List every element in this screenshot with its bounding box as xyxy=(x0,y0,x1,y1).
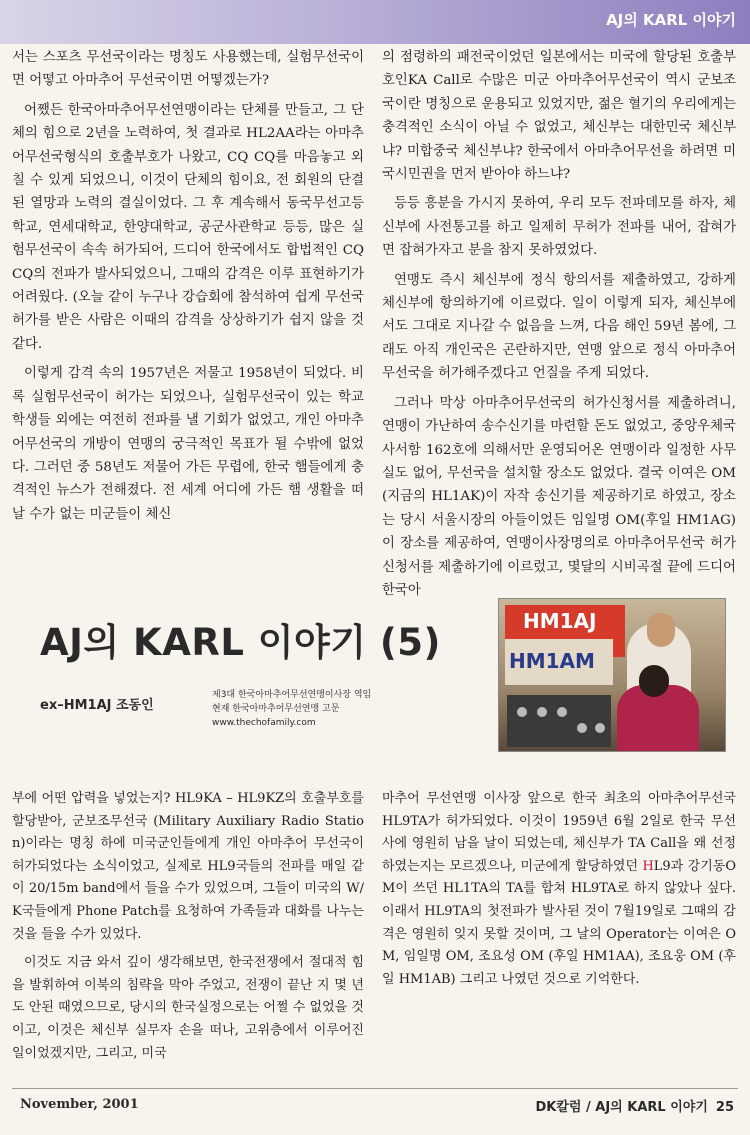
author-info-line: 현재 한국아마추어무선연맹 고문 xyxy=(212,704,340,714)
qsl-card-bottom: HM1AM xyxy=(505,639,613,685)
paragraph: 연맹도 즉시 체신부에 정식 항의서를 제출하였고, 강하게 체신부에 항의하기에 이르렀다. 일이 이렇게 되자, 체신부에서도 그대로 지나갈 수 없음을 느껴, 다음 해인 59년 봄에, 그래도 아직 개인국은 곤란하지만, 연맹 앞으로 정식 아마추어무선국을 허가해주겠다고 언질을 주게 되었다. xyxy=(382,272,736,382)
radio-equipment xyxy=(507,695,611,747)
bottom-left-column xyxy=(12,788,364,1066)
red-letter: H xyxy=(642,858,654,874)
header-section-title: AJ의 KARL 이야기 xyxy=(606,11,736,29)
paragraph: 어쨌든 한국아마추어무선연맹이라는 단체를 만들고, 그 단체의 힘으로 2년을 노력하여, 첫 결과로 HL2AA라는 아마추어무선국형식의 호출부호가 나왔고, CQ CQ를 마음놓고 외칠 수 있게 되었으니, 이것이 단체의 힘이요, 전 회원의 단결된 열망과 노력의 결실이었다. 그 후 계속해서 동국무선고등학교, 연세대학교, 한양대학교, 공군사관학교 등등, 많은 실험무선국이 속속 허가되어, 드디어 한국에서도 합법적인 CQ CQ의 전파가 발사되었으니, 그때의 감격은 이루 표현하기가 어려웠다. (오늘 같이 누구나 강습회에 참석하여 쉽게 무선국 허가를 받은 사람은 이때의 감격을 상상하기가 쉽지 않을 것 같다. xyxy=(12,102,364,352)
author-info-line: 제3대 한국아마추어무선연맹이사장 역임 xyxy=(212,690,372,700)
header-band xyxy=(0,0,750,44)
author-name: ex–HM1AJ 조동인 xyxy=(40,698,154,713)
paragraph: 이렇게 감격 속의 1957년은 저물고 1958년이 되었다. 비록 실험무선국이 허가는 되었으나, 실험무선국이 있는 학교 학생들 외에는 여전히 전파를 낼 기회가 없었고, 개인 아마추어무선국의 개방이 연맹의 궁극적인 목표가 될 수밖에 없었다. 그러던 중 58년도 저물어 가든 무렵에, 한국 햄들에게 충격적인 뉴스가 전해졌다. 전 세계 어디에 가든 햄 생활을 떠날 수가 없는 미군들이 체신 xyxy=(12,366,364,522)
footer-section xyxy=(536,1096,735,1115)
paragraph: 이것도 지금 와서 깊이 생각해보면, 한국전쟁에서 절대적 힘을 발휘하여 이북의 침략을 막아 주었고, 전쟁이 끝난 지 몇 년도 안된 때였으므로, 당시의 한국실정으로는 어쩔 수 없었을 것이고, 이것은 체신부 실무자 손을 떠나, 고위층에서 이루어진 일이었겠지만, 그리고, 미국 xyxy=(12,955,364,1061)
qsl-photo xyxy=(498,598,726,752)
page-number: 25 xyxy=(715,1100,734,1115)
top-left-column xyxy=(12,46,364,576)
article-title: AJ의 KARL 이야기 (5) xyxy=(40,621,441,664)
author-info xyxy=(212,688,371,730)
footer-section-title: DK칼럼 / AJ의 KARL 이야기 xyxy=(535,1100,708,1115)
qsl-card-top: HM1AJ xyxy=(505,605,625,657)
footer-date: November, 2001 xyxy=(20,1097,139,1112)
footer-divider xyxy=(12,1088,738,1089)
author-website: www.thechofamily.com xyxy=(212,718,316,728)
paragraph: 부에 어떤 압력을 넣었는지? HL9KA – HL9KZ의 호출부호를 할당받아, 군보조무선국 (Military Auxiliary Radio Station)이라는 명칭 하에 미국군인들에게 개인 아마추어 무선국이 허가되었다는 소식이었고, 실제로 HL9국들의 전파를 매일 같이 20/15m band에서 들을 수가 있었으며, 그들이 미국의 W/K국들에게 Phone Patch를 요청하여 가족들과 대화를 나누는 것을 들을 수가 있었다. xyxy=(12,791,364,942)
paragraph: 그러나 막상 아마추어무선국의 허가신청서를 제출하려니, 연맹이 가난하여 송수신기를 마련할 돈도 없었고, 중앙우체국 사서함 162호에 의해서만 운영되어온 연맹이라 일정한 사무실도 없어, 무선국을 설치할 장소도 없었다. 결국 이여은 OM (지금의 HL1AK)이 자작 송신기를 제공하기로 하였고, 장소는 당시 서울시장의 아들이었든 임일명 OM(후일 HM1AG)이 장소를 제공하여, 연맹이사장명의로 아마추어무선국 허가 신청서를 제출하기에 이르렀고, 몇달의 시비곡절 끝에 드디어 한국아 xyxy=(382,395,736,598)
bottom-right-column xyxy=(382,788,736,1066)
paragraph: 서는 스포츠 무선국이라는 명칭도 사용했는데, 실험무선국이면 어떻고 아마추어 무선국이면 어떻겠는가? xyxy=(12,50,364,89)
paragraph: 등등 흥분을 가시지 못하여, 우리 모두 전파데모를 하자, 체신부에 사전통고를 하고 일제히 무허가 전파를 내어, 잡혀가면 잡혀가자고 분을 참지 못하였었다. xyxy=(382,196,736,259)
paragraph: 마추어 무선연맹 이사장 앞으로 한국 최초의 아마추어무선국 HL9TA가 허가되었다. 이것이 1959년 6월 2일로 한국 무선사에 영원히 남을 날이 되었는데, 체신부가 TA Call을 왜 선정하였는지는 모르겠으나, 미군에게 할당하였던 HL9과 강기동OM이 쓰던 HL1TA의 TA를 합쳐 HL9TA로 하지 않았나 싶다. 이래서 HL9TA의 첫전파가 발사된 것이 7월19일로 그때의 감격은 영원히 잊지 못할 것이며, 그 날의 Operator는 이여은 OM, 임일명 OM, 조요성 OM (후일 HM1AA), 조요웅 OM (후일 HM1AB) 그리고 나였던 것으로 기억한다. xyxy=(382,791,736,987)
paragraph: 의 점령하의 패전국이었던 일본에서는 미국에 할당된 호출부호인KA Call로 수많은 미군 아마추어무선국이 역시 군보조국이란 명칭으로 운용되고 있었지만, 젊은 혈기의 우리에게는 충격적인 소식이 아닐 수 없었고, 체신부는 대한민국 체신부냐? 미합중국 체신부냐? 한국에서 아마추어무선을 하려면 미국시민권을 먼저 받아야 하느냐? xyxy=(382,50,736,183)
top-right-column xyxy=(382,46,736,598)
